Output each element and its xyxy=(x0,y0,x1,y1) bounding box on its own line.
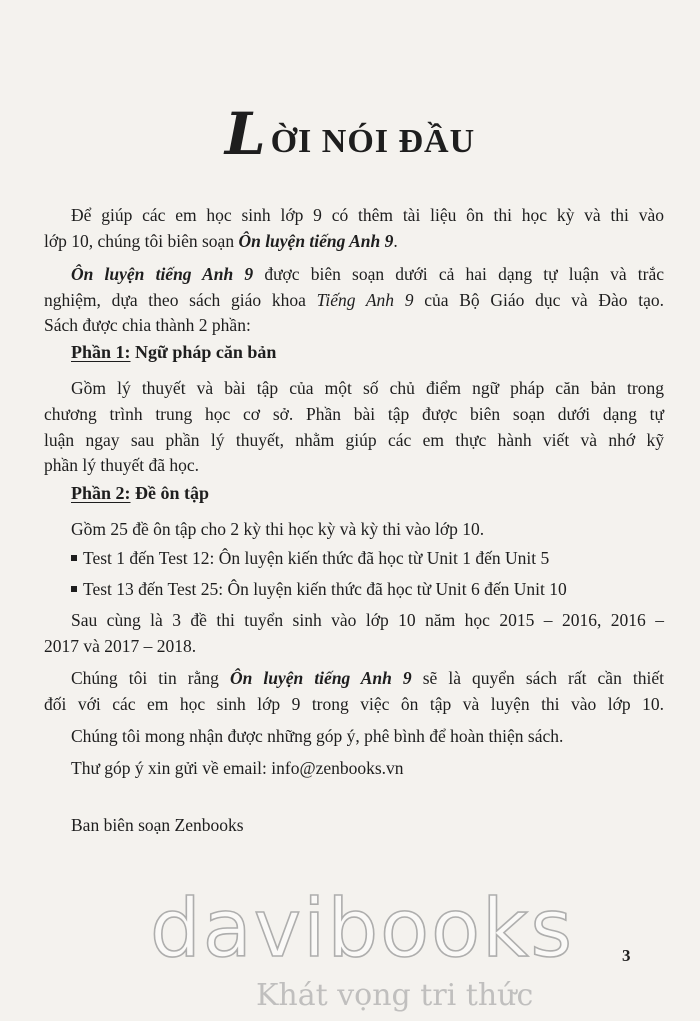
intro-line-1: Để giúp các em học sinh lớp 9 có thêm tài liệu ôn thi học kỳ và thi vào xyxy=(71,205,664,225)
title-initial: L xyxy=(224,100,267,168)
watermark-brand: davibooks xyxy=(150,882,575,975)
part2-bullet-2: Test 13 đến Test 25: Ôn luyện kiến thức đã học từ Unit 6 đến Unit 10 xyxy=(71,577,664,601)
book-title-ref: Ôn luyện tiếng Anh 9 xyxy=(229,668,412,688)
book-title-ref: Ôn luyện tiếng Anh 9 xyxy=(238,231,394,251)
part2-final-line-2: 2017 và 2017 – 2018. xyxy=(44,636,197,656)
part1-line-3: luận ngay sau phần lý thuyết, nhằm giúp các em thực hành viết và nhớ kỹ xyxy=(44,430,664,450)
page-number: 3 xyxy=(622,946,631,965)
description-line-3: Sách được chia thành 2 phần: xyxy=(44,315,251,335)
part1-line-1: Gồm lý thuyết và bài tập của một số chủ điểm ngữ pháp căn bản trong xyxy=(71,378,664,398)
part1-title: Ngữ pháp căn bản xyxy=(130,342,277,362)
part2-title: Đề ôn tập xyxy=(130,483,210,503)
part2-label: Phần 2: xyxy=(71,483,131,503)
closing-belief-line-1: Chúng tôi tin rằng Ôn luyện tiếng Anh 9 sẽ là quyển sách rất cần thiết xyxy=(71,668,664,688)
signature: Ban biên soạn Zenbooks xyxy=(71,815,244,835)
bullet-icon xyxy=(71,586,77,592)
closing-feedback: Chúng tôi mong nhận được những góp ý, phê bình để hoàn thiện sách. xyxy=(71,726,564,746)
part2-final-line-1: Sau cùng là 3 đề thi tuyển sinh vào lớp 10 năm học 2015 – 2016, 2016 – xyxy=(71,610,664,630)
part1-heading xyxy=(71,342,276,363)
part2-heading xyxy=(71,483,209,504)
closing-email: Thư góp ý xin gửi về email: info@zenbooks.vn xyxy=(71,758,404,778)
closing-belief-line-2: đối với các em học sinh lớp 9 trong việc ôn tập và luyện thi vào lớp 10. xyxy=(44,694,664,714)
part2-bullet-1: Test 1 đến Test 12: Ôn luyện kiến thức đã học từ Unit 1 đến Unit 5 xyxy=(71,546,664,570)
part1-line-2: chương trình trung học cơ sở. Phần bài tập được biên soạn dưới dạng tự xyxy=(44,404,664,424)
book-title-ref: Ôn luyện tiếng Anh 9 xyxy=(71,264,254,284)
textbook-title-ref: Tiếng Anh 9 xyxy=(316,290,414,310)
description-line-1: Ôn luyện tiếng Anh 9 được biên soạn dưới cả hai dạng tự luận và trắc xyxy=(71,264,664,284)
bullet-icon xyxy=(71,555,77,561)
part1-line-4: phần lý thuyết đã học. xyxy=(44,455,200,475)
title-rest: ỜI NÓI ĐẦU xyxy=(270,123,476,160)
watermark-slogan: Khát vọng tri thức xyxy=(256,978,534,1013)
intro-line-2: lớp 10, chúng tôi biên soạn Ôn luyện tiếng Anh 9. xyxy=(44,231,398,251)
description-line-2: nghiệm, dựa theo sách giáo khoa Tiếng Anh 9 của Bộ Giáo dục và Đào tạo. xyxy=(44,290,664,310)
part1-label: Phần 1: xyxy=(71,342,131,362)
page-title xyxy=(0,98,700,166)
part2-intro: Gồm 25 đề ôn tập cho 2 kỳ thi học kỳ và kỳ thi vào lớp 10. xyxy=(71,519,485,539)
